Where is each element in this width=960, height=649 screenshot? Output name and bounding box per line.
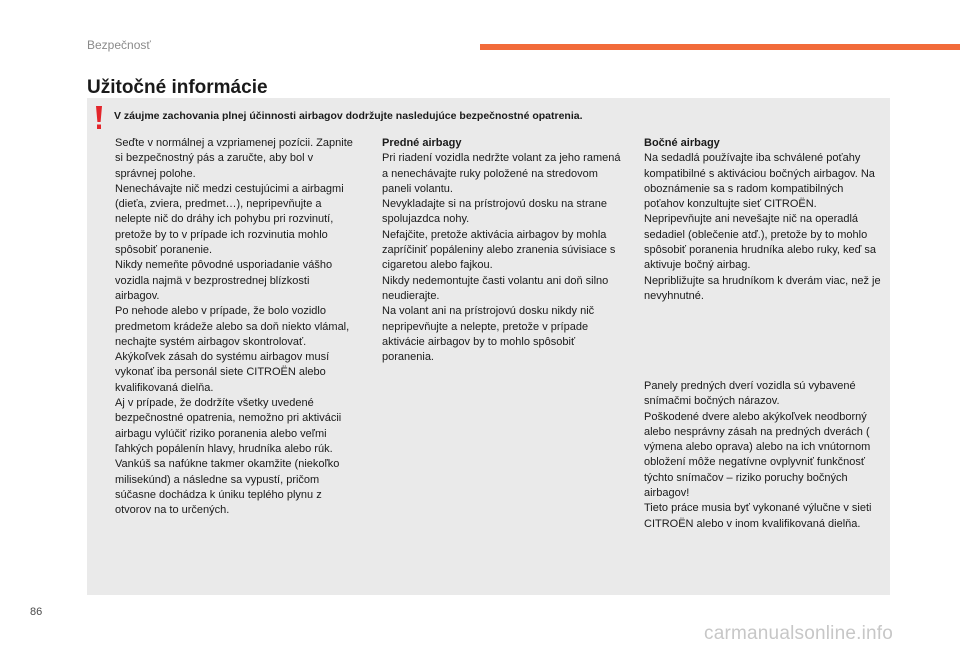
door-sensors-block: [644, 379, 886, 532]
front-airbags-heading: Predné airbagy: [382, 137, 462, 149]
paragraph: Tieto práce musia byť vykonané výlučne v sieti CITROËN alebo v inom kvalifikovaná dielňa.: [644, 502, 872, 530]
paragraph: Nevykladajte si na prístrojovú dosku na strane spolujazdca nohy.: [382, 198, 608, 226]
watermark: carmanualsonline.info: [704, 623, 894, 644]
paragraph: Na volant ani na prístrojovú dosku nikdy nič nepripevňujte a nelepte, pretože v prípade aktivácie airbagov by to mohlo spôsobiť poranenia.: [382, 305, 595, 364]
paragraph: Akýkoľvek zásah do systému airbagov musí vykonať iba personál siete CITROËN alebo kvalifikovaná dielňa.: [115, 351, 330, 394]
side-airbags-heading: Bočné airbagy: [644, 137, 720, 149]
general-instructions-column: [115, 136, 355, 518]
front-airbags-column: [382, 136, 622, 365]
info-panel: [87, 98, 890, 595]
exclamation-icon: [95, 106, 103, 130]
header-accent-bar: [480, 44, 960, 50]
paragraph: Poškodené dvere alebo akýkoľvek neodborný alebo nesprávny zásah na predných dverách ( výmena alebo oprava) alebo na ich vnútornom obložení môže negatívne ovplyvniť funkčnosť týchto snímačov – riziko poruchy bočných airbagov!: [644, 410, 871, 500]
paragraph: Seďte v normálnej a vzpriamenej pozícii. Zapnite si bezpečnostný pás a zaručte, aby bol v správnej polohe.: [115, 137, 353, 180]
paragraph: Na sedadlá používajte iba schválené poťahy kompatibilné s aktiváciou bočných airbagov. Na oboznámenie sa s radom kompatibilných poťahov konzultujte sieť CITROËN.: [644, 152, 875, 211]
paragraph: Po nehode alebo v prípade, že bolo vozidlo predmetom krádeže alebo sa doň niekto vlámal, nechajte systém airbagov skontrolovať.: [115, 305, 350, 348]
warning-text: V záujme zachovania plnej účinnosti airbagov dodržujte nasledujúce bezpečnostné opatrenia.: [114, 110, 583, 122]
paragraph: Nepripevňujte ani nevešajte nič na operadlá sedadiel (oblečenie atď.), pretože by to mohlo spôsobiť poranenia hrudníka alebo ruky, keď sa aktivuje bočný airbag.: [644, 213, 877, 272]
paragraph: Nepribližujte sa hrudníkom k dverám viac, než je nevyhnutné.: [644, 274, 881, 302]
page-number: 86: [30, 606, 43, 618]
paragraph: Nikdy nemeňte pôvodné usporiadanie vášho vozidla najmä v bezprostrednej blízkosti airbagov.: [115, 259, 333, 302]
page-title: Užitočné informácie: [87, 77, 268, 98]
paragraph: Panely predných dverí vozidla sú vybavené snímačmi bočných nárazov.: [644, 380, 856, 408]
paragraph: Nikdy nedemontujte časti volantu ani doň silno neudierajte.: [382, 274, 609, 302]
paragraph: Aj v prípade, že dodržíte všetky uvedené bezpečnostné opatrenia, nemožno pri aktivácii airbagu vylúčiť riziko poranenia alebo veľmi ľahkých popálenín hlavy, hrudníka alebo rúk. Vankúš sa nafúkne takmer okamžite (niekoľko milisekúnd) a následne sa vypustí, pričom súčasne dochádza k úniku teplého plynu z otvorov na to určených.: [115, 397, 342, 517]
section-label: Bezpečnosť: [87, 38, 151, 52]
paragraph: Nenechávajte nič medzi cestujúcimi a airbagmi (dieťa, zviera, predmet…), nepripevňujte a nelepte nič do dráhy ich pohybu pri rozvinutí, pretože by to v prípade ich rozvinutia mohlo spôsobiť poranenie.: [115, 182, 344, 257]
paragraph: Pri riadení vozidla nedržte volant za jeho ramená a nenechávajte ruky položené na stredovom paneli volantu.: [382, 152, 621, 195]
side-airbags-column: [644, 136, 886, 304]
paragraph: Nefajčite, pretože aktivácia airbagov by mohla zapríčiniť popáleniny alebo zranenia súvisiace s cigaretou alebo fajkou.: [382, 228, 616, 272]
